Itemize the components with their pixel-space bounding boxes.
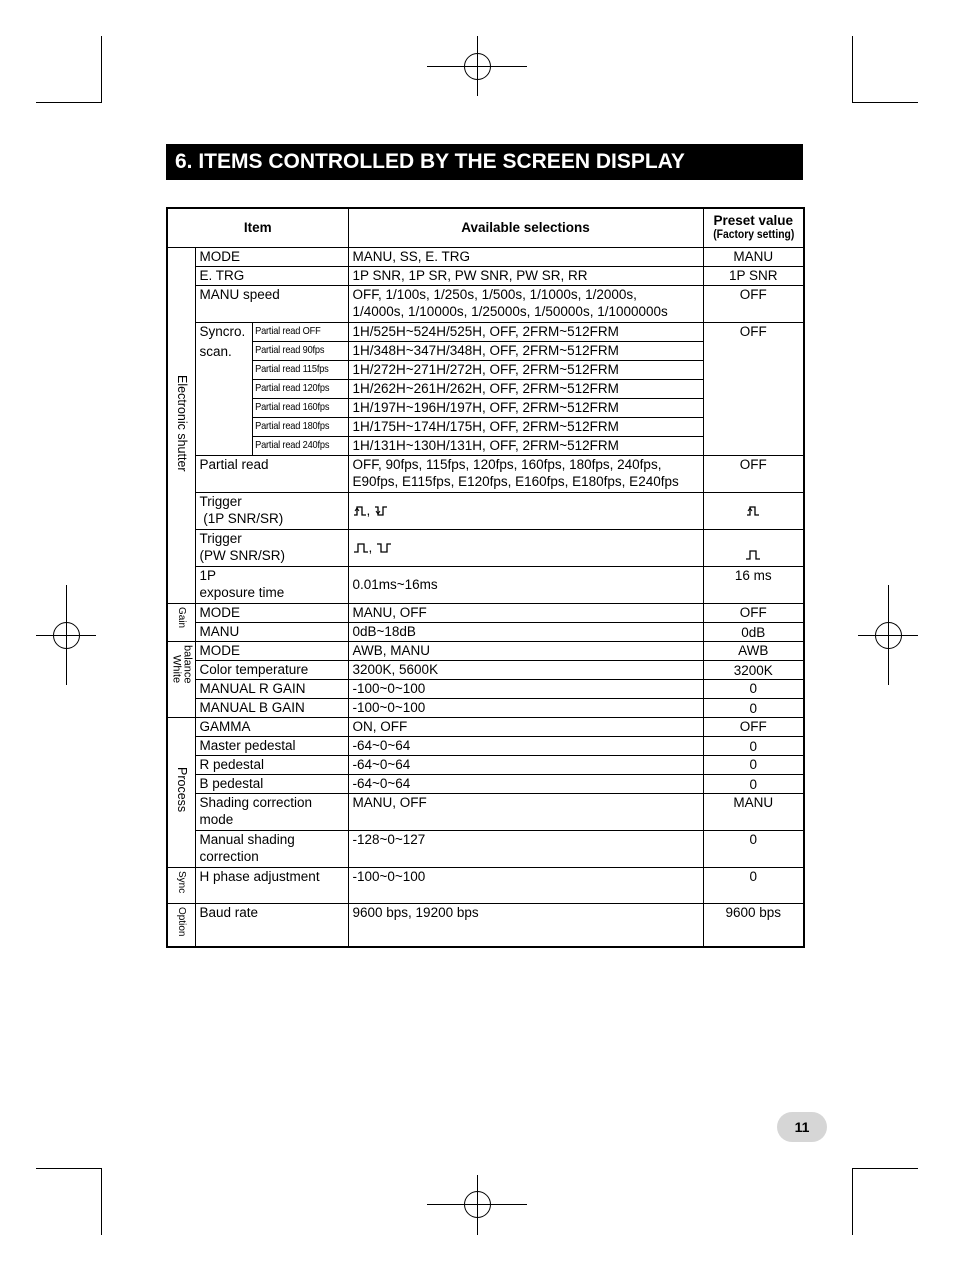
preset-cell: 1P SNR <box>703 266 804 285</box>
group-process <box>167 717 195 867</box>
preset-cell: MANU <box>703 247 804 266</box>
preset-cell: AWB <box>703 641 804 660</box>
header-item: Item <box>167 208 348 247</box>
item-cell: MANU <box>195 622 348 641</box>
syncro-line: Syncro. <box>199 323 246 339</box>
item-line: correction <box>199 848 259 864</box>
table-row <box>167 660 804 679</box>
group-label-line: balance <box>181 644 194 684</box>
sub-item-cell: Partial read 115fps <box>252 360 336 379</box>
item-line: Trigger <box>199 493 242 509</box>
group-label: Sync <box>175 870 187 893</box>
table-row <box>167 603 804 622</box>
item-cell <box>195 529 348 566</box>
group-label-line: White <box>170 654 183 684</box>
item-cell: Baud rate <box>195 903 348 947</box>
selection-cell: ON, OFF <box>348 717 703 736</box>
group-option <box>167 903 195 947</box>
table-row <box>167 285 804 322</box>
header-preset-sub: (Factory setting) <box>712 228 794 241</box>
preset-cell: 0 <box>703 736 804 755</box>
item-line: (1P SNR/SR) <box>199 510 284 526</box>
table-row <box>167 736 804 755</box>
item-line: mode <box>199 811 234 827</box>
item-cell: Color temperature <box>195 660 348 679</box>
preset-cell: 0 <box>703 774 804 793</box>
selection-cell <box>348 492 703 529</box>
preset-cell: 0dB <box>703 622 804 641</box>
sub-item-cell: Partial read 160fps <box>252 398 336 417</box>
rising-edge-icon <box>353 505 367 517</box>
table-row <box>167 529 804 566</box>
selection-cell: MANU, SS, E. TRG <box>348 247 703 266</box>
item-cell <box>195 492 348 529</box>
preset-cell: 0 <box>703 830 804 867</box>
item-cell: Partial read <box>195 455 348 492</box>
positive-pulse-icon <box>745 549 761 561</box>
table-row <box>167 266 804 285</box>
item-cell: MANU speed <box>195 285 348 322</box>
selection-line: OFF, 1/100s, 1/250s, 1/500s, 1/1000s, 1/2000s, <box>352 286 637 302</box>
separator: , <box>368 540 373 555</box>
item-cell: MANUAL B GAIN <box>195 698 348 717</box>
item-cell: H phase adjustment <box>195 867 348 903</box>
selection-cell: -64~0~64 <box>348 736 703 755</box>
item-line: 1P <box>199 567 217 583</box>
item-cell: GAMMA <box>195 717 348 736</box>
group-label: Electronic shutter <box>174 374 189 472</box>
selection-cell: 1H/348H~347H/348H, OFF, 2FRM~512FRM <box>348 341 703 360</box>
selection-cell: 0dB~18dB <box>348 622 703 641</box>
item-cell: MODE <box>195 641 348 660</box>
preset-cell: 16 ms <box>703 566 804 603</box>
selection-cell: 1H/525H~524H/525H, OFF, 2FRM~512FRM <box>348 322 703 341</box>
group-electronic-shutter <box>167 247 195 603</box>
item-cell <box>195 566 348 603</box>
preset-cell: OFF <box>703 285 804 322</box>
group-white-balance <box>167 641 195 717</box>
item-line: Manual shading <box>199 831 295 847</box>
syncro-scan-label <box>195 322 252 455</box>
preset-cell: 0 <box>703 867 804 903</box>
item-cell: MODE <box>195 603 348 622</box>
selection-cell: MANU, OFF <box>348 603 703 622</box>
selection-cell <box>348 529 703 566</box>
sub-item-cell: Partial read 240fps <box>252 436 336 455</box>
item-line: Trigger <box>199 530 242 546</box>
selection-cell: 3200K, 5600K <box>348 660 703 679</box>
preset-cell: OFF <box>703 322 804 455</box>
item-line: Shading correction <box>199 794 313 810</box>
item-cell <box>195 830 348 867</box>
header-preset-label: Preset value <box>713 212 794 228</box>
table-row <box>167 566 804 603</box>
preset-cell: 0 <box>703 679 804 698</box>
selection-cell: -128~0~127 <box>348 830 703 867</box>
selection-cell: -100~0~100 <box>348 679 703 698</box>
separator: , <box>366 503 371 518</box>
table-row <box>167 793 804 830</box>
sub-item-cell: Partial read OFF <box>252 322 336 341</box>
header-preset <box>703 208 804 247</box>
table-row <box>167 717 804 736</box>
syncro-line: scan. <box>199 343 232 359</box>
table-row <box>167 830 804 867</box>
group-sync <box>167 867 195 903</box>
negative-pulse-icon <box>376 542 392 554</box>
header-available: Available selections <box>348 208 703 247</box>
item-cell <box>195 793 348 830</box>
item-line: (PW SNR/SR) <box>199 547 285 563</box>
table-row <box>167 774 804 793</box>
preset-cell: 0 <box>703 755 804 774</box>
item-line: exposure time <box>199 584 285 600</box>
preset-cell: OFF <box>703 455 804 492</box>
item-cell: R pedestal <box>195 755 348 774</box>
sub-item-cell: Partial read 90fps <box>252 341 336 360</box>
selection-line: E90fps, E115fps, E120fps, E160fps, E180fps, E240fps <box>352 473 679 489</box>
item-cell: MODE <box>195 247 348 266</box>
item-cell: B pedestal <box>195 774 348 793</box>
table-row <box>167 903 804 947</box>
preset-cell: 3200K <box>703 660 804 679</box>
table-row <box>167 867 804 903</box>
preset-cell: 9600 bps <box>703 903 804 947</box>
sub-item-cell: Partial read 120fps <box>252 379 336 398</box>
selection-cell: MANU, OFF <box>348 793 703 830</box>
table-row <box>167 641 804 660</box>
table-row <box>167 455 804 492</box>
table-row <box>167 698 804 717</box>
selection-cell: 1H/272H~271H/272H, OFF, 2FRM~512FRM <box>348 360 703 379</box>
selection-line: 1/4000s, 1/10000s, 1/25000s, 1/50000s, 1/1000000s <box>352 303 668 319</box>
table-header <box>167 208 804 247</box>
selection-cell <box>348 455 703 492</box>
preset-cell <box>703 492 804 529</box>
page-number: 11 <box>777 1112 827 1142</box>
selection-cell: AWB, MANU <box>348 641 703 660</box>
group-label: Process <box>174 767 189 813</box>
preset-cell <box>703 529 804 566</box>
selection-cell: 1H/197H~196H/197H, OFF, 2FRM~512FRM <box>348 398 703 417</box>
table-row <box>167 622 804 641</box>
item-cell: Master pedestal <box>195 736 348 755</box>
table-row <box>167 679 804 698</box>
selection-cell: -64~0~64 <box>348 755 703 774</box>
table-row <box>167 755 804 774</box>
table-row <box>167 247 804 266</box>
preset-cell: OFF <box>703 603 804 622</box>
preset-cell: MANU <box>703 793 804 830</box>
selection-line: OFF, 90fps, 115fps, 120fps, 160fps, 180fps, 240fps, <box>352 456 662 472</box>
settings-table <box>166 207 805 948</box>
item-cell: MANUAL R GAIN <box>195 679 348 698</box>
group-gain <box>167 603 195 641</box>
section-title: 6. ITEMS CONTROLLED BY THE SCREEN DISPLAY <box>166 144 803 180</box>
group-label: Option <box>175 906 187 936</box>
preset-cell: 0 <box>703 698 804 717</box>
rising-edge-icon <box>746 505 760 517</box>
selection-cell: 9600 bps, 19200 bps <box>348 903 703 947</box>
falling-edge-icon <box>374 505 388 517</box>
selection-cell: 1P SNR, 1P SR, PW SNR, PW SR, RR <box>348 266 703 285</box>
sub-item-cell: Partial read 180fps <box>252 417 336 436</box>
preset-cell: OFF <box>703 717 804 736</box>
item-cell: E. TRG <box>195 266 348 285</box>
selection-cell: -100~0~100 <box>348 698 703 717</box>
selection-cell: 0.01ms~16ms <box>348 566 703 603</box>
selection-cell: 1H/131H~130H/131H, OFF, 2FRM~512FRM <box>348 436 703 455</box>
group-label: Gain <box>175 606 187 628</box>
selection-cell: -100~0~100 <box>348 867 703 903</box>
table-row <box>167 322 804 341</box>
selection-cell <box>348 285 703 322</box>
selection-cell: 1H/262H~261H/262H, OFF, 2FRM~512FRM <box>348 379 703 398</box>
positive-pulse-icon <box>353 542 369 554</box>
selection-cell: 1H/175H~174H/175H, OFF, 2FRM~512FRM <box>348 417 703 436</box>
selection-cell: -64~0~64 <box>348 774 703 793</box>
table-row <box>167 492 804 529</box>
